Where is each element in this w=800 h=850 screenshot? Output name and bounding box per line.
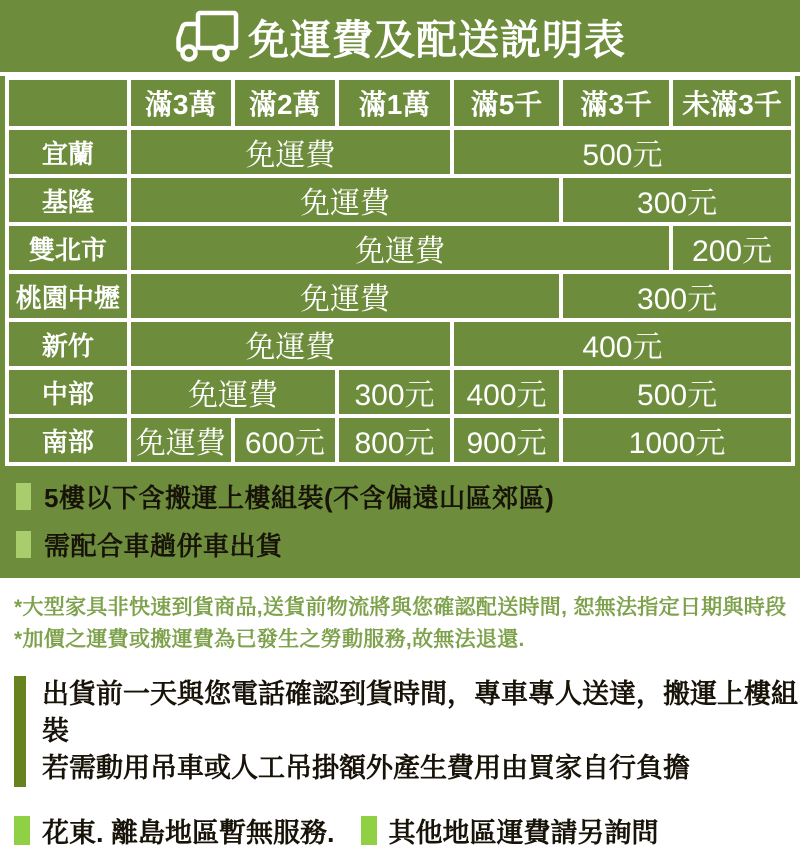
table-row xyxy=(7,224,793,272)
footnote-item xyxy=(16,478,800,515)
fee-cell: 400元 xyxy=(452,320,793,368)
fee-cell: 1000元 xyxy=(561,416,793,464)
fee-cell: 免運費 xyxy=(129,416,233,464)
bright-green-bar xyxy=(14,816,30,845)
column-header: 滿3千 xyxy=(561,78,671,128)
table-corner-cell xyxy=(7,78,129,128)
footnote-text: 5樓以下含搬運上樓組裝(不含偏遠山區郊區) xyxy=(44,483,555,513)
dark-green-bar xyxy=(14,676,26,787)
fine-print-line: *大型家具非快速到貨商品,送貨前物流將與您確認配送時間, 恕無法指定日期與時段 xyxy=(14,596,787,619)
region-cell: 雙北市 xyxy=(7,224,129,272)
fee-cell: 900元 xyxy=(452,416,561,464)
light-green-bullet xyxy=(16,483,31,510)
table-row xyxy=(7,176,793,224)
bottom-note-text: 花東. 離島地區暫無服務. xyxy=(42,818,335,848)
delivery-note-text xyxy=(42,676,800,787)
fee-cell: 400元 xyxy=(452,368,561,416)
table-row xyxy=(7,368,793,416)
shipping-fee-table xyxy=(5,76,795,466)
header-row xyxy=(7,78,793,128)
fee-cell: 600元 xyxy=(233,416,338,464)
bottom-note-text: 其他地區運費請另詢問 xyxy=(388,818,659,848)
fee-cell: 免運費 xyxy=(129,272,561,320)
region-cell: 宜蘭 xyxy=(7,128,129,176)
footnote-text: 需配合車趟併車出貨 xyxy=(44,531,283,561)
bright-green-bar xyxy=(361,816,377,845)
region-cell: 南部 xyxy=(7,416,129,464)
bottom-note-item xyxy=(14,811,335,850)
region-cell: 新竹 xyxy=(7,320,129,368)
fee-cell: 免運費 xyxy=(129,368,337,416)
title-bar xyxy=(0,0,800,72)
table-row xyxy=(7,128,793,176)
fine-print xyxy=(14,592,800,656)
page-title: 免運費及配送説明表 xyxy=(248,16,626,63)
fee-cell: 免運費 xyxy=(129,224,671,272)
column-header: 滿1萬 xyxy=(337,78,452,128)
fee-cell: 300元 xyxy=(561,176,793,224)
table-row xyxy=(7,272,793,320)
column-header: 滿3萬 xyxy=(129,78,233,128)
fee-cell: 300元 xyxy=(337,368,452,416)
delivery-note-block xyxy=(14,676,800,787)
bottom-notes-row xyxy=(14,811,800,850)
region-cell: 中部 xyxy=(7,368,129,416)
fee-cell: 免運費 xyxy=(129,176,561,224)
bottom-note-item xyxy=(361,811,659,850)
light-green-bullet xyxy=(16,531,31,558)
table-footnotes xyxy=(16,478,800,563)
delivery-truck-icon xyxy=(174,9,240,63)
delivery-note-line: 出貨前一天與您電話確認到貨時間，專車專人送達，搬運上樓組裝 xyxy=(42,679,798,746)
white-panel xyxy=(0,592,800,850)
fee-cell: 500元 xyxy=(452,128,793,176)
delivery-note-line: 若需動用吊車或人工吊掛額外產生費用由買家自行負擔 xyxy=(42,753,690,783)
column-header: 未滿3千 xyxy=(671,78,793,128)
fee-cell: 300元 xyxy=(561,272,793,320)
table-row xyxy=(7,320,793,368)
fee-cell: 500元 xyxy=(561,368,793,416)
fee-cell: 200元 xyxy=(671,224,793,272)
region-cell: 基隆 xyxy=(7,176,129,224)
fee-cell: 免運費 xyxy=(129,320,452,368)
footnote-item xyxy=(16,526,800,563)
column-header: 滿5千 xyxy=(452,78,561,128)
region-cell: 桃園中壢 xyxy=(7,272,129,320)
fee-cell: 免運費 xyxy=(129,128,452,176)
table-row xyxy=(7,416,793,464)
fee-cell: 800元 xyxy=(337,416,452,464)
column-header: 滿2萬 xyxy=(233,78,338,128)
fine-print-line: *加價之運費或搬運費為已發生之勞動服務,故無法退還. xyxy=(14,628,525,651)
